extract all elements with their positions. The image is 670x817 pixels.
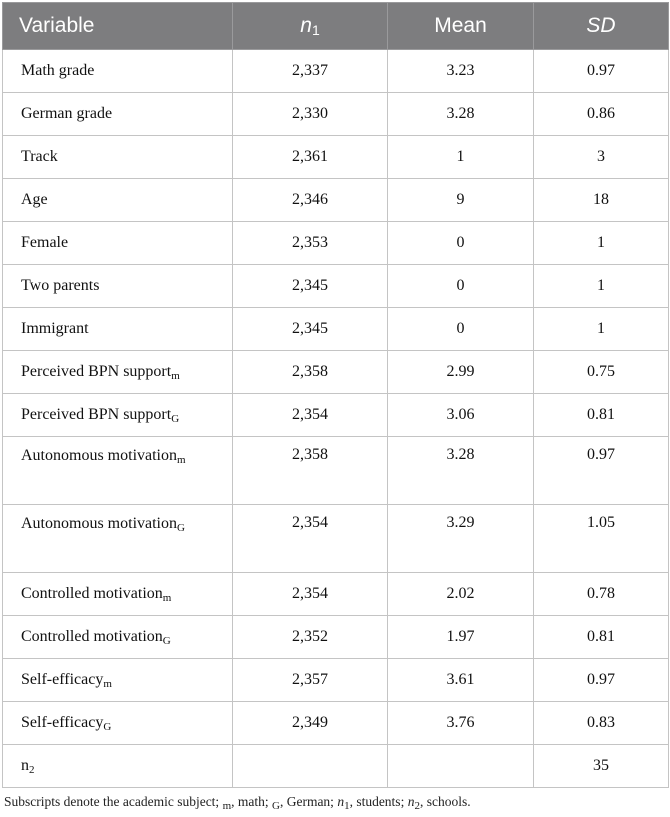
cell-sd: 0.97	[534, 50, 669, 93]
variable-label: Controlled motivation	[21, 628, 163, 645]
cell-sd: 1.05	[534, 505, 669, 573]
variable-subscript: G	[177, 522, 185, 534]
cell-sd: 0.83	[534, 702, 669, 745]
table-row	[3, 50, 669, 93]
cell-variable	[3, 702, 233, 745]
cell-variable	[3, 351, 233, 394]
cell-sd: 0.78	[534, 573, 669, 616]
cell-sd: 18	[534, 179, 669, 222]
variable-subscript: m	[177, 454, 186, 466]
table-row	[3, 93, 669, 136]
cell-variable	[3, 50, 233, 93]
table-row	[3, 222, 669, 265]
table-row	[3, 573, 669, 616]
header-mean: Mean	[388, 3, 534, 50]
variable-subscript: G	[162, 635, 171, 647]
cell-n1: 2,358	[233, 351, 388, 394]
table-row	[3, 394, 669, 437]
variable-label: n	[21, 757, 29, 774]
cell-n1: 2,345	[233, 308, 388, 351]
cell-sd: 0.81	[534, 616, 669, 659]
cell-n1: 2,358	[233, 437, 388, 505]
cell-mean: 0	[388, 265, 534, 308]
cell-sd: 0.81	[534, 394, 669, 437]
variable-label: Perceived BPN support	[21, 406, 172, 423]
cell-n1: 2,346	[233, 179, 388, 222]
cell-mean: 2.99	[388, 351, 534, 394]
cell-variable	[3, 136, 233, 179]
variable-label: Immigrant	[21, 320, 89, 337]
cell-mean: 9	[388, 179, 534, 222]
cell-mean: 3.76	[388, 702, 534, 745]
cell-mean: 3.61	[388, 659, 534, 702]
table-row	[3, 265, 669, 308]
cell-variable	[3, 265, 233, 308]
variable-label: Self-efficacy	[21, 714, 104, 731]
cell-mean	[388, 745, 534, 788]
variable-label: Perceived BPN support	[21, 363, 172, 380]
variable-label: German grade	[21, 105, 113, 122]
cell-sd: 1	[534, 222, 669, 265]
cell-variable	[3, 616, 233, 659]
cell-mean: 0	[388, 308, 534, 351]
cell-sd: 0.97	[534, 437, 669, 505]
cell-variable	[3, 222, 233, 265]
cell-n1: 2,330	[233, 93, 388, 136]
variable-label: Math grade	[21, 62, 95, 79]
cell-variable	[3, 573, 233, 616]
header-variable: Variable	[3, 3, 233, 50]
table-row	[3, 308, 669, 351]
table-row	[3, 616, 669, 659]
cell-variable	[3, 659, 233, 702]
cell-n1	[233, 745, 388, 788]
cell-n1: 2,357	[233, 659, 388, 702]
cell-variable	[3, 93, 233, 136]
variable-label: Self-efficacy	[21, 671, 104, 688]
cell-mean: 3.06	[388, 394, 534, 437]
cell-sd: 0.75	[534, 351, 669, 394]
cell-variable	[3, 505, 233, 573]
cell-sd: 3	[534, 136, 669, 179]
cell-sd: 1	[534, 265, 669, 308]
cell-n1: 2,337	[233, 50, 388, 93]
variable-label: Autonomous motivation	[21, 515, 177, 532]
cell-sd: 35	[534, 745, 669, 788]
header-row	[3, 3, 669, 50]
table-footnote: Subscripts denote the academic subject; $_m$, math; $_G$, German; $n_1$, students; $n_2$, schools.	[4, 794, 471, 812]
cell-mean: 3.29	[388, 505, 534, 573]
cell-sd: 0.86	[534, 93, 669, 136]
cell-n1: 2,352	[233, 616, 388, 659]
variable-label: Autonomous motivation	[21, 447, 177, 464]
cell-n1: 2,354	[233, 505, 388, 573]
cell-n1: 2,349	[233, 702, 388, 745]
cell-n1: 2,354	[233, 394, 388, 437]
cell-variable	[3, 745, 233, 788]
cell-variable	[3, 437, 233, 505]
cell-mean: 0	[388, 222, 534, 265]
cell-n1: 2,345	[233, 265, 388, 308]
variable-subscript: m	[171, 370, 180, 382]
variable-subscript: m	[162, 592, 172, 604]
variable-subscript: G	[103, 721, 112, 733]
descriptive-statistics-table	[2, 2, 669, 788]
cell-variable	[3, 179, 233, 222]
cell-mean: 3.28	[388, 437, 534, 505]
cell-mean: 3.23	[388, 50, 534, 93]
cell-n1: 2,354	[233, 573, 388, 616]
cell-n1: 2,361	[233, 136, 388, 179]
variable-label: Controlled motivation	[21, 585, 163, 602]
cell-sd: 1	[534, 308, 669, 351]
table-row	[3, 437, 669, 505]
cell-mean: 2.02	[388, 573, 534, 616]
table-row	[3, 351, 669, 394]
table-row	[3, 179, 669, 222]
cell-n1: 2,353	[233, 222, 388, 265]
header-sd: SD	[534, 3, 669, 50]
table-row	[3, 702, 669, 745]
variable-label: Age	[21, 191, 48, 208]
cell-sd: 0.97	[534, 659, 669, 702]
variable-label: Female	[21, 234, 69, 251]
variable-label: Two parents	[21, 277, 100, 294]
variable-subscript: m	[103, 678, 112, 690]
table-row	[3, 136, 669, 179]
cell-mean: 3.28	[388, 93, 534, 136]
table-row	[3, 505, 669, 573]
table-row	[3, 745, 669, 788]
table-row	[3, 659, 669, 702]
cell-variable	[3, 394, 233, 437]
variable-subscript: 2	[29, 764, 35, 776]
variable-label: Track	[21, 148, 58, 165]
cell-mean: 1	[388, 136, 534, 179]
variable-subscript: G	[171, 413, 180, 425]
cell-variable	[3, 308, 233, 351]
cell-mean: 1.97	[388, 616, 534, 659]
header-n1: $n_1$	[233, 3, 388, 50]
